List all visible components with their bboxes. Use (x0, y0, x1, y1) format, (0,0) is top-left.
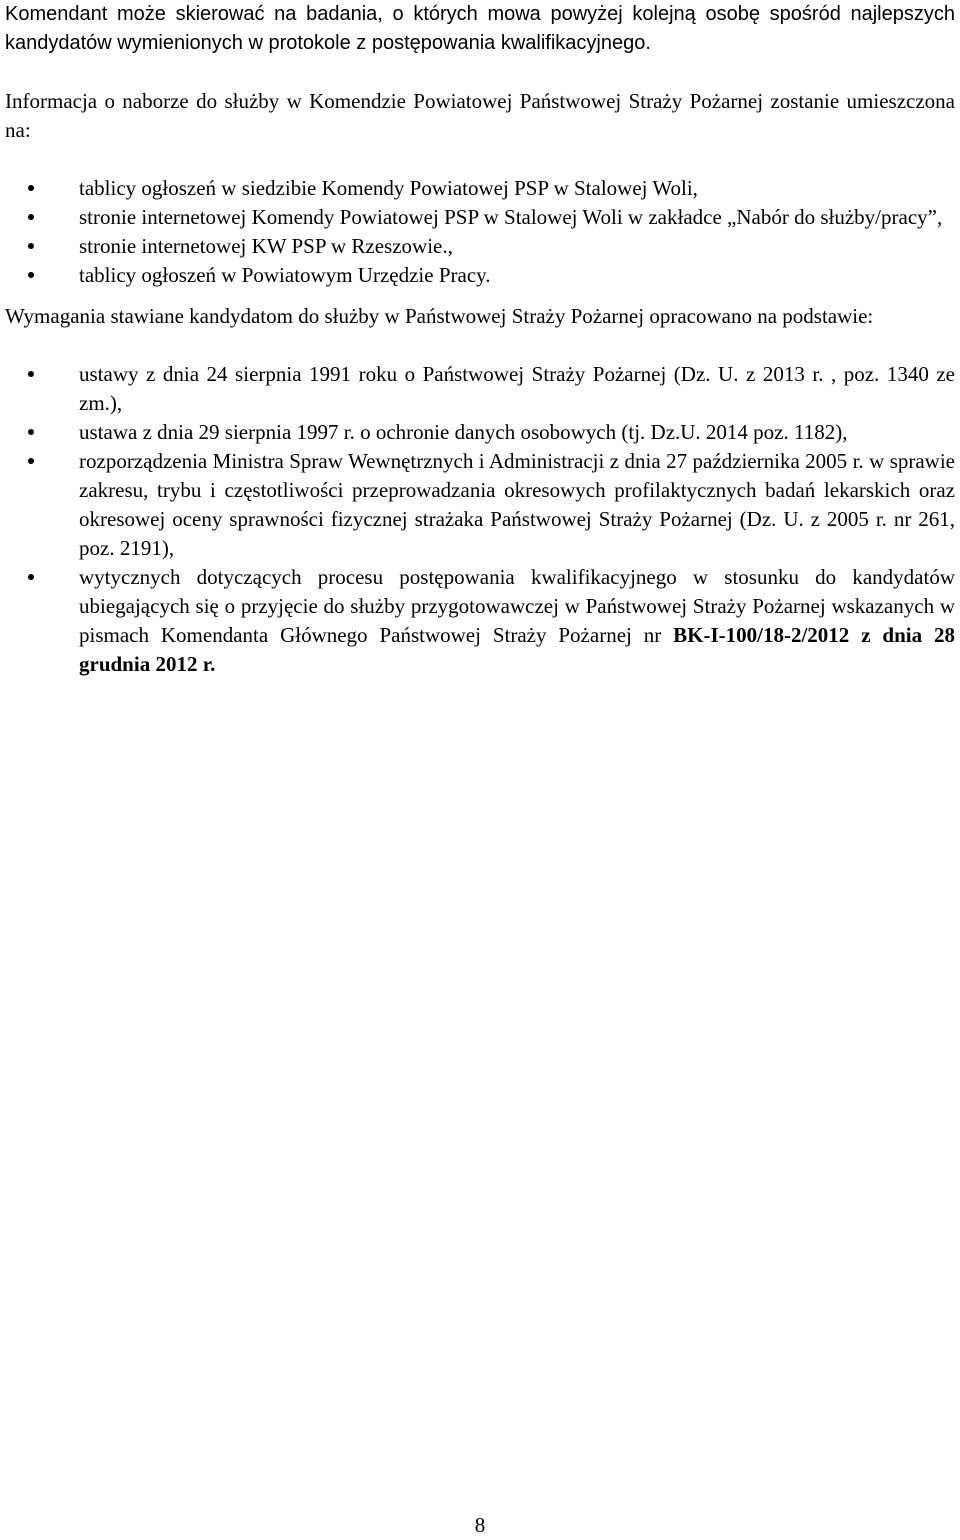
list-item-text: stronie internetowej KW PSP w Rzeszowie., (79, 234, 453, 258)
list-item (5, 203, 955, 232)
list-item-text: ustawa z dnia 29 sierpnia 1997 r. o ochronie danych osobowych (tj. Dz.U. 2014 poz. 1182), (79, 420, 848, 444)
bullet-icon (28, 243, 34, 249)
list-item-text: rozporządzenia Ministra Spraw Wewnętrznych i Administracji z dnia 27 października 2005 r. w sprawie zakresu, trybu i częstotliwości przeprowadzania okresowych profilaktycznych badań lekarskich oraz okresowej oceny sprawności fizycznej strażaka Państwowej Straży Pożarnej (Dz. U. z 2005 r. nr 261, poz. 2191), (79, 449, 955, 560)
list-item (5, 418, 955, 447)
document-reference: BK-I-100/18-2/2012 z dnia 28 grudnia 2012 r. (79, 623, 955, 676)
list-item (5, 261, 955, 290)
list-item (5, 174, 955, 203)
bullet-icon (28, 371, 34, 377)
info-list (5, 174, 955, 290)
list-item (5, 360, 955, 418)
list-item-text: tablicy ogłoszeń w siedzibie Komendy Powiatowej PSP w Stalowej Woli, (79, 176, 698, 200)
list-item-text: tablicy ogłoszeń w Powiatowym Urzędzie Pracy. (79, 263, 491, 287)
bullet-icon (28, 574, 34, 580)
intro-paragraph: Komendant może skierować na badania, o których mowa powyżej kolejną osobę spośród najlepszych kandydatów wymienionych w protokole z postępowania kwalifikacyjnego. (5, 3, 955, 54)
bullet-icon (28, 458, 34, 464)
bullet-icon (28, 185, 34, 191)
requirements-list (5, 360, 955, 679)
bullet-icon (28, 272, 34, 278)
requirements-paragraph: Wymagania stawiane kandydatom do służby w Państwowej Straży Pożarnej opracowano na podstawie: (5, 304, 874, 328)
bullet-icon (28, 429, 34, 435)
list-item-text: ustawy z dnia 24 sierpnia 1991 roku o Państwowej Straży Pożarnej (Dz. U. z 2013 r. , poz. 1340 ze zm.), (79, 362, 955, 415)
document-page (5, 0, 955, 679)
list-item-text: wytycznych dotyczących procesu postępowania kwalifikacyjnego w stosunku do kandydatów ubiegających się o przyjęcie do służby przygotowawczej w Państwowej Straży Pożarnej wskazanych w pismach Komendanta Głównego Państwowej Straży Pożarnej nr (79, 565, 955, 647)
list-item (5, 563, 955, 679)
list-item (5, 232, 955, 261)
list-item-text: stronie internetowej Komendy Powiatowej PSP w Stalowej Woli w zakładce „Nabór do służby/pracy”, (79, 205, 943, 229)
info-paragraph: Informacja o naborze do służby w Komendzie Powiatowej Państwowej Straży Pożarnej zostanie umieszczona na: (5, 89, 955, 142)
page-number: 8 (474, 1513, 486, 1537)
bullet-icon (28, 214, 34, 220)
list-item (5, 447, 955, 563)
